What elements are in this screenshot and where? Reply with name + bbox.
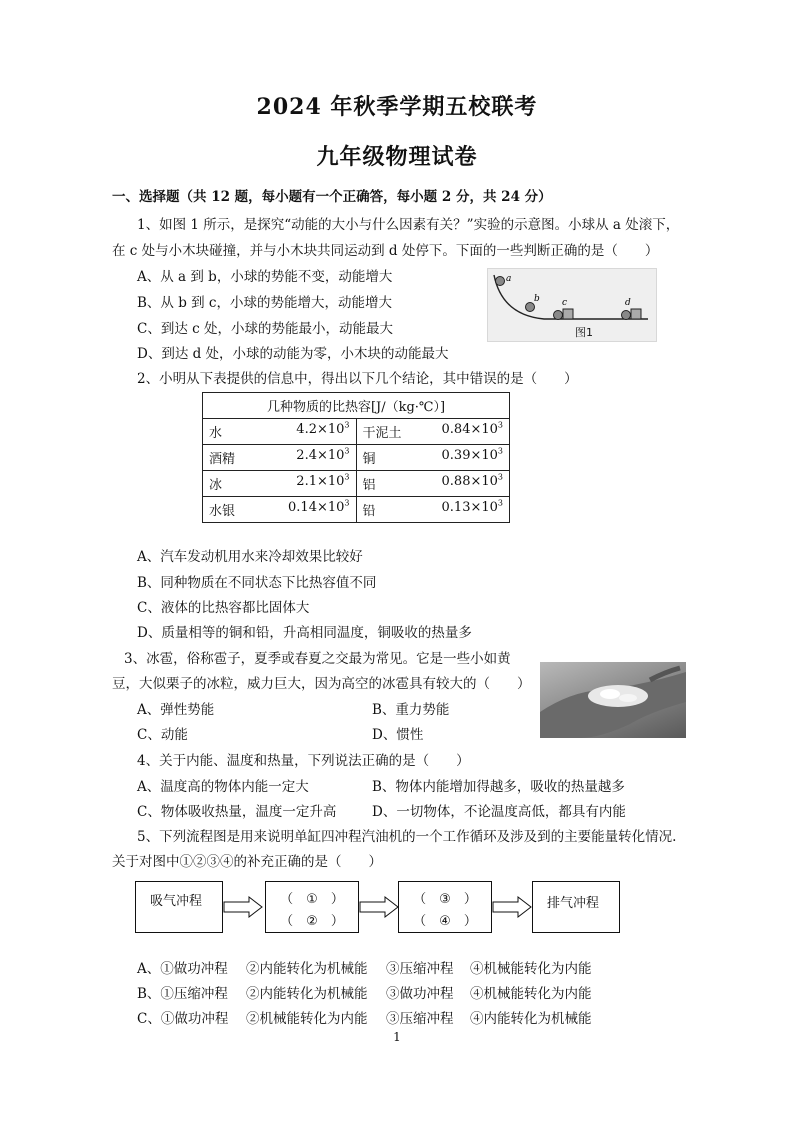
table-caption: 几种物质的比热容[J/（kg·℃）]: [203, 393, 510, 419]
flow-box-intake: [135, 881, 223, 933]
q5-option-a-3: ③压缩冲程: [386, 961, 454, 977]
substance-name: 干泥土: [362, 426, 402, 441]
ball-c: [554, 311, 563, 320]
substance-name: 铅: [362, 504, 376, 519]
q2-option-d: D、质量相等的铜和铅，升高相同温度，铜吸收的热量多: [137, 625, 472, 641]
q1-stem-line2: 在 c 处与小木块碰撞，并与小木块共同运动到 d 处停下。下面的一些判断正确的是（ ）: [112, 243, 659, 259]
flow-arrow-2: [359, 896, 399, 918]
substance-name: 水: [209, 426, 223, 441]
q3-option-a: A、弹性势能: [137, 702, 215, 718]
q5-option-c-4: ④内能转化为机械能: [470, 1011, 592, 1027]
table-row: 水银 $0.14\times 10^3$ 铅 $0.13\times 10^3$: [203, 497, 510, 523]
flow-box-step2-top: （ ① ）: [280, 892, 344, 907]
heat-value: 0.88×10: [441, 474, 498, 489]
flow-arrow-1: [223, 896, 263, 918]
q5-stem-line2: 关于对图中①②③④的补充正确的是（ ）: [112, 854, 382, 870]
flow-box-intake-label: 吸气冲程: [150, 894, 203, 909]
table-row: 酒精 $2.4\times 10^3$ 铜 $0.39\times 10^3$: [203, 445, 510, 471]
q3-option-c: C、动能: [137, 727, 188, 743]
q4-option-b: B、物体内能增加得越多，吸收的热量越多: [372, 779, 625, 795]
specific-heat-table: [202, 392, 510, 523]
q5-stem-line1: 5、下列流程图是用来说明单缸四冲程汽油机的一个工作循环及涉及到的主要能量转化情况.: [137, 829, 677, 845]
q5-option-a-1: A、①做功冲程: [137, 961, 228, 977]
q3-stem-line1: 3、冰雹，俗称雹子，夏季或春夏之交最为常见。它是一些小如黄: [124, 651, 511, 667]
flow-box-exhaust-label: 排气冲程: [547, 896, 600, 911]
heat-value: 0.39×10: [441, 448, 498, 463]
label-d: d: [625, 298, 631, 308]
flow-box-step2-bottom: （ ② ）: [280, 914, 344, 929]
block-c: [563, 309, 573, 319]
flow-box-step3-bottom: （ ④ ）: [413, 914, 477, 929]
q5-option-c-3: ③压缩冲程: [386, 1011, 454, 1027]
q5-option-b-2: ②内能转化为机械能: [246, 986, 368, 1002]
q5-option-c-2: ②机械能转化为内能: [246, 1011, 368, 1027]
ball-a: [496, 277, 505, 286]
substance-name: 铜: [362, 452, 376, 467]
heat-value: 0.13×10: [441, 500, 498, 515]
heat-value: 4.2×10: [296, 422, 345, 437]
substance-name: 水银: [209, 504, 236, 519]
flow-box-step3: [398, 881, 492, 933]
q5-option-b-4: ④机械能转化为内能: [470, 986, 592, 1002]
block-d: [631, 309, 641, 319]
figure-1-caption: 图1: [575, 326, 593, 339]
ramp-diagram: [488, 269, 656, 341]
q1-stem-line1: 1、如图 1 所示，是探究“动能的大小与什么因素有关？”实验的示意图。小球从 a 处滚下，: [137, 217, 680, 233]
exam-subtitle: 九年级物理试卷: [316, 144, 478, 170]
q2-stem: 2、小明从下表提供的信息中，得出以下几个结论，其中错误的是（ ）: [137, 371, 578, 387]
q5-option-b-3: ③做功冲程: [386, 986, 454, 1002]
q5-option-c-1: C、①做功冲程: [137, 1011, 229, 1027]
q4-option-c: C、物体吸收热量，温度一定升高: [137, 804, 337, 820]
page-number: 1: [393, 1030, 401, 1044]
q5-option-a-4: ④机械能转化为内能: [470, 961, 592, 977]
table-row: 冰 $2.1\times 10^3$ 铝 $0.88\times 10^3$: [203, 471, 510, 497]
q2-option-b: B、同种物质在不同状态下比热容值不同: [137, 575, 377, 591]
q3-stem-line2: 豆，大似栗子的冰粒，威力巨大，因为高空的冰雹具有较大的（ ）: [112, 676, 531, 692]
q3-option-d: D、惯性: [372, 727, 424, 743]
q2-option-a: A、汽车发动机用水来冷却效果比较好: [137, 549, 363, 565]
substance-name: 冰: [209, 478, 223, 493]
substance-name: 酒精: [209, 452, 236, 467]
q4-option-d: D、一切物体，不论温度高低，都具有内能: [372, 804, 626, 820]
figure-1-ramp: [487, 268, 657, 342]
flow-box-step2: [265, 881, 359, 933]
q3-option-b: B、重力势能: [372, 702, 450, 718]
hand-with-hail-image: [540, 662, 686, 738]
substance-name: 铝: [362, 478, 376, 493]
heat-value: 2.1×10: [296, 474, 345, 489]
ball-d: [622, 311, 631, 320]
heat-value: 0.14×10: [288, 500, 345, 515]
heat-value: 2.4×10: [296, 448, 345, 463]
q1-option-c: C、到达 c 处，小球的势能最小，动能最大: [137, 321, 393, 337]
q5-option-b-1: B、①压缩冲程: [137, 986, 228, 1002]
q4-stem: 4、关于内能、温度和热量，下列说法正确的是（ ）: [137, 753, 470, 769]
label-b: b: [534, 294, 540, 304]
q4-option-a: A、温度高的物体内能一定大: [137, 779, 309, 795]
q2-option-c: C、液体的比热容都比固体大: [137, 600, 310, 616]
section-heading: 一、选择题（共 12 题，每小题有一个正确答，每小题 2 分，共 24 分）: [112, 189, 552, 205]
flow-box-exhaust: [532, 881, 620, 933]
heat-value: 0.84×10: [441, 422, 498, 437]
exam-title: 2024 年秋季学期五校联考: [256, 94, 538, 120]
flow-arrow-3: [492, 896, 532, 918]
q5-option-a-2: ②内能转化为机械能: [246, 961, 368, 977]
q1-option-b: B、从 b 到 c，小球的势能增大，动能增大: [137, 295, 392, 311]
q1-option-a: A、从 a 到 b，小球的势能不变，动能增大: [137, 269, 393, 285]
label-c: c: [562, 298, 568, 308]
flow-box-step3-top: （ ③ ）: [413, 892, 477, 907]
hail-photo: [540, 662, 686, 738]
table-row: 水 $4.2\times 10^3$ 干泥土 $0.84\times 10^3$: [203, 419, 510, 445]
q1-option-d: D、到达 d 处，小球的动能为零，小木块的动能最大: [137, 346, 449, 362]
label-a: a: [506, 274, 512, 284]
